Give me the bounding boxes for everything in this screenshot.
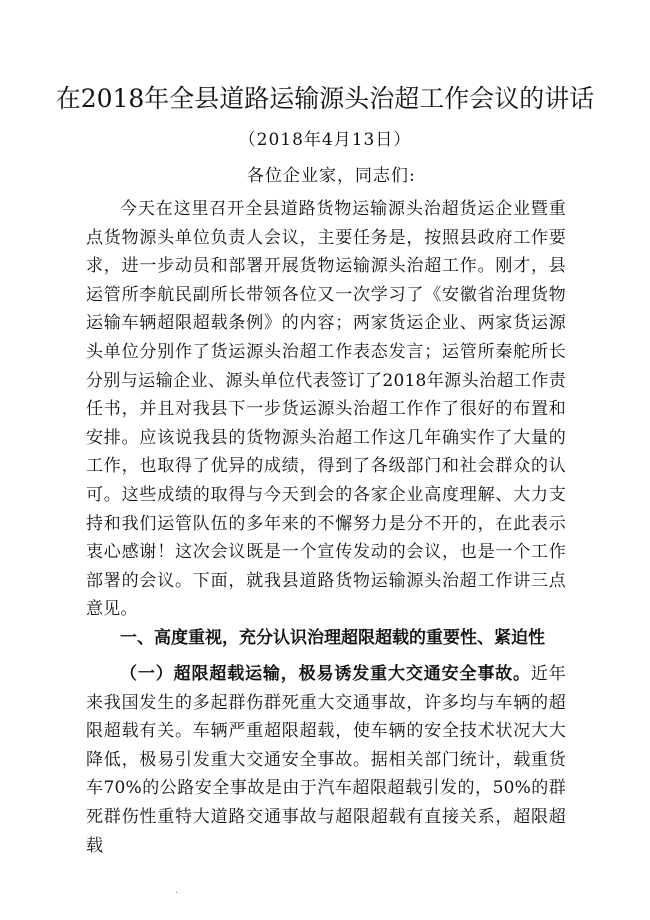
subsection-heading-1: （一）超限超载运输，极易诱发重大交通安全事故。 [120, 664, 531, 684]
body-paragraph-2 [86, 660, 566, 860]
document-date: （2018年4月13日） [238, 130, 412, 150]
document-title: 在2018年全县道路运输源头治超工作会议的讲话 [55, 84, 595, 113]
subsection-text-1: 近年来我国发生的多起群伤群死重大交通事故，许多均与车辆的超限超载有关。车辆严重超限超载，使车辆的安全技术状况大大降低，极易引发重大交通安全事故。据相关部门统计，载重货车70%的公路安全事故是由于汽车超限超载引发的，50%的群死群伤性重特大道路交通事故与超限超载有直接关系，超限超载 [86, 664, 566, 856]
paragraph-text: 今天在这里召开全县道路货物运输源头治超货运企业暨重点货物源头单位负责人会议，主要任务是，按照县政府工作要求，进一步动员和部署开展货物运输源头治超工作。刚才，县运管所李航民副所长带领各位又一次学习了《安徽省治理货物运输车辆超限超载条例》的内容；两家货运企业、两家货运源头单位分别作了货运源头治超工作表态发言；运管所秦舵所长分别与运输企业、源头单位代表签订了2018年源头治超工作责任书，并且对我县下一步货运源头治超工作作了很好的布置和安排。应该说我县的货物源头治超工作这几年确实作了大量的工作，也取得了优异的成绩，得到了各级部门和社会群众的认可。这些成绩的取得与今天到会的各家企业高度理解、大力支持和我们运管队伍的多年来的不懈努力是分不开的，在此表示衷心感谢！这次会议既是一个宣传发动的会议，也是一个工作部署的会议。下面，就我县道路货物运输源头治超工作讲三点意见。 [86, 199, 566, 620]
greeting: 各位企业家，同志们: [247, 166, 416, 186]
paragraph-2 [86, 660, 566, 860]
section-heading-1: 一、高度重视，充分认识治理超限超载的重要性、紧迫性 [120, 628, 545, 648]
body-paragraph-1 [86, 195, 566, 624]
footer-mark: . [175, 885, 179, 896]
